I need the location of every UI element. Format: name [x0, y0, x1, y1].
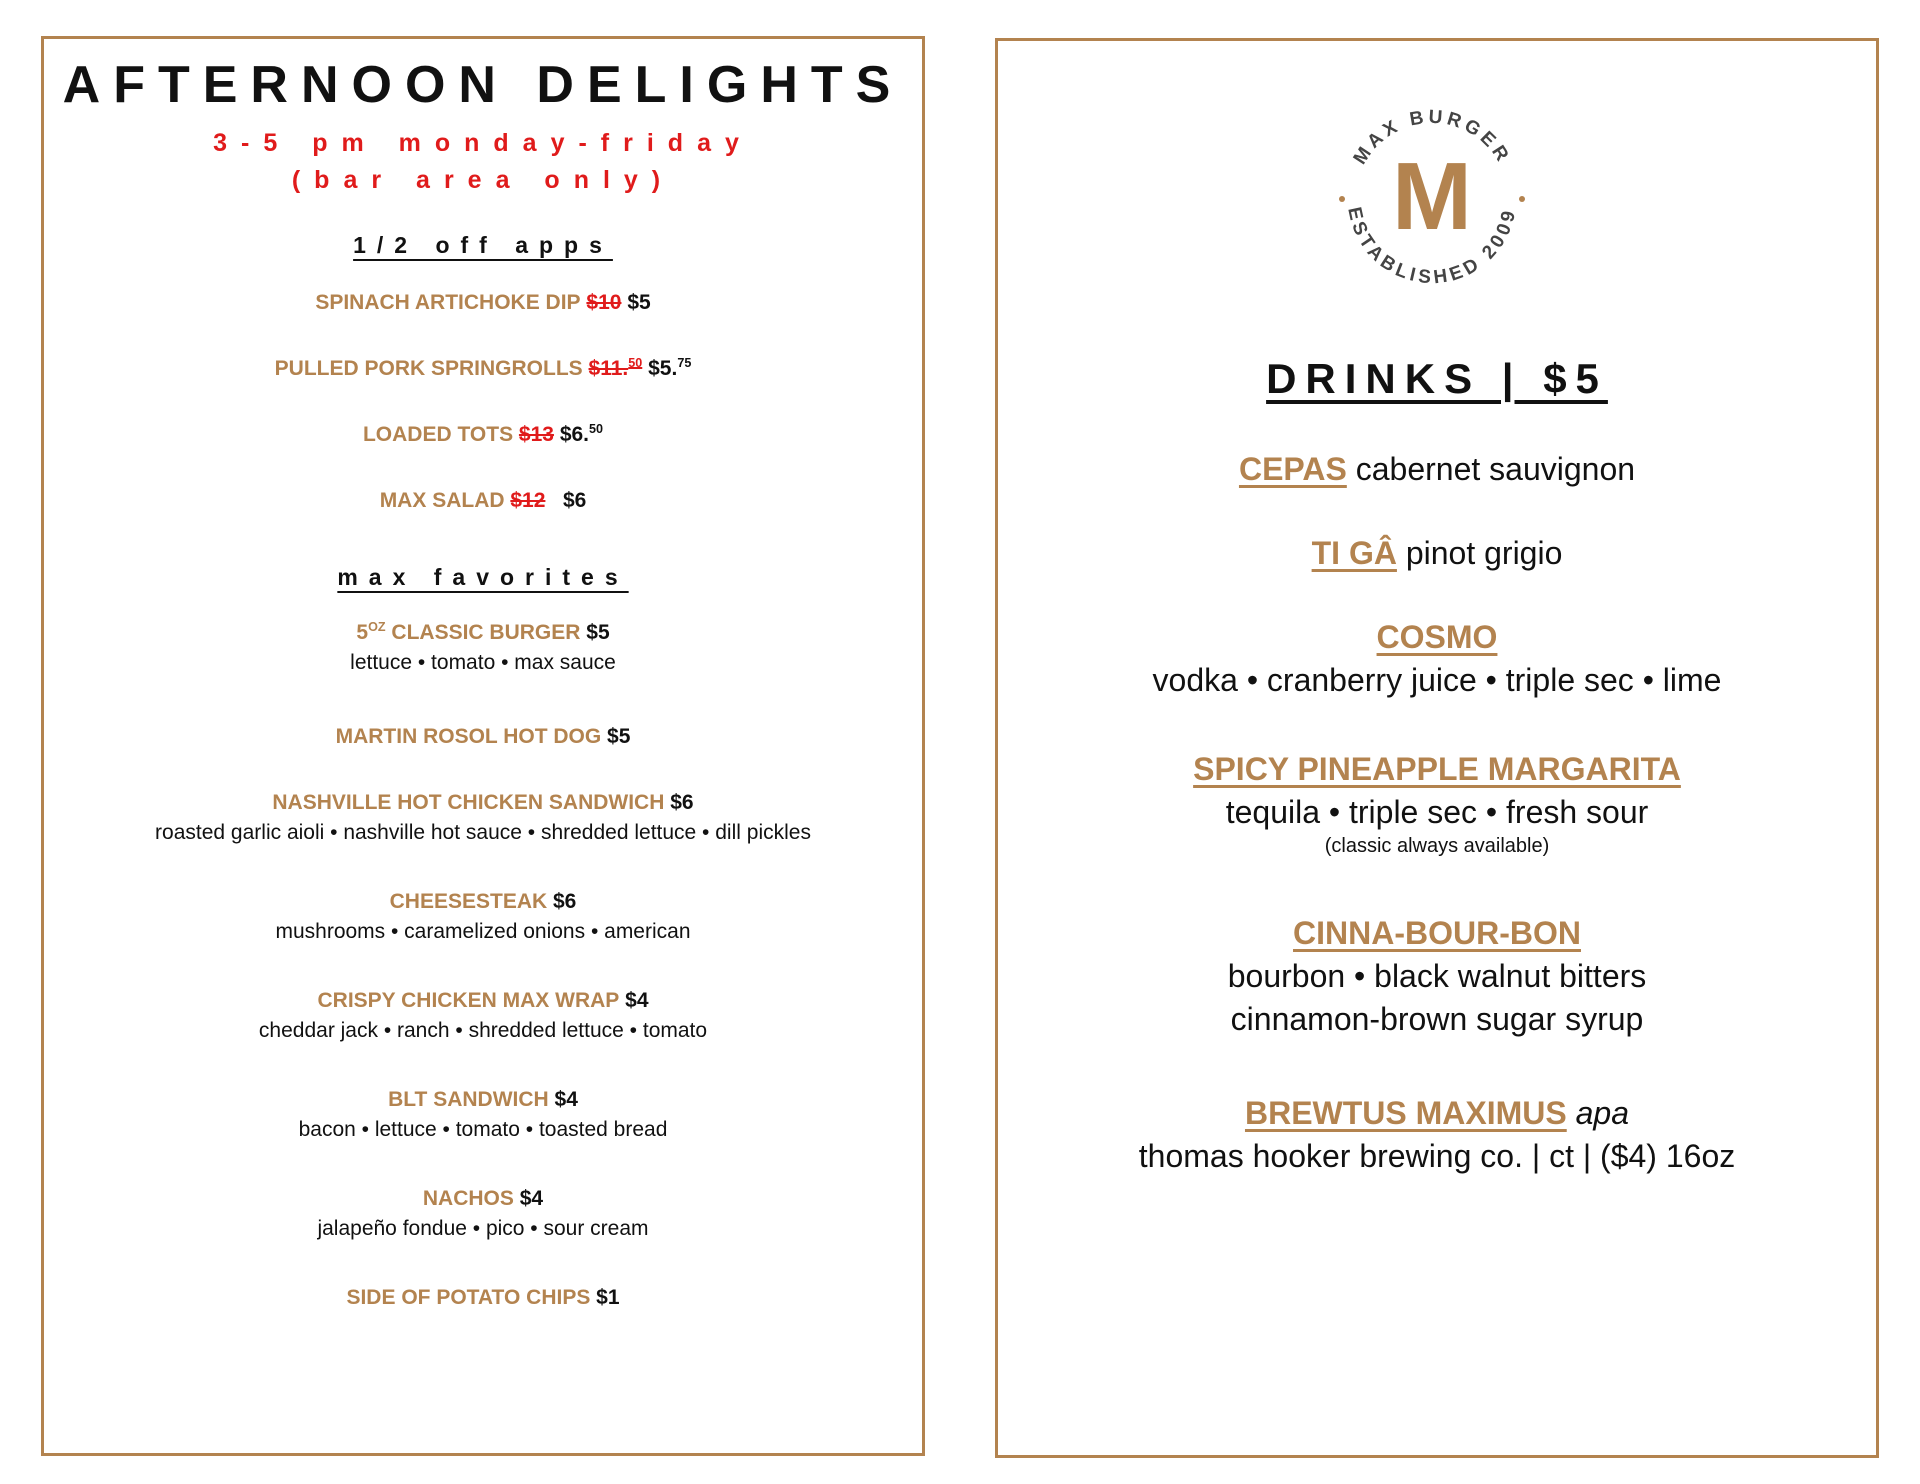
favorite-item: BLT SANDWICH $4 bacon • lettuce • tomato • toasted bread — [298, 1088, 668, 1141]
food-menu-panel — [41, 36, 925, 1456]
app-item: LOADED TOTS $13 $6.50 — [362, 422, 604, 446]
drinks-heading: DRINKS | $5 — [1266, 355, 1608, 402]
app-item: MAX SALAD $12 $6 — [379, 489, 587, 512]
logo-letter: M — [1392, 143, 1472, 250]
area-subtitle: (bar area only) — [291, 166, 675, 194]
logo-top-text: MAX BURGER — [1349, 106, 1515, 169]
drink-item: TI GÂ pinot grigio — [1311, 535, 1563, 571]
hours-subtitle: 3-5 pm monday-friday — [213, 129, 753, 157]
favorite-item: CHEESESTEAK $6 mushrooms • caramelized onions • american — [275, 890, 691, 943]
logo-bottom-text: ESTABLISHED 2009 — [1343, 205, 1521, 289]
favorite-item: NACHOS $4 jalapeño fondue • pico • sour cream — [317, 1187, 649, 1240]
app-item: SPINACH ARTICHOKE DIP $10 $5 — [315, 291, 651, 314]
drink-item: SPICY PINEAPPLE MARGARITA tequila • triple sec • fresh sour (classic always available) — [1193, 751, 1681, 857]
favorite-item: MARTIN ROSOL HOT DOG $5 — [335, 725, 631, 748]
menu-title: AFTERNOON DELIGHTS — [62, 56, 904, 114]
max-burger-logo — [1326, 93, 1538, 305]
favorite-item: CRISPY CHICKEN MAX WRAP $4 cheddar jack • ranch • shredded lettuce • tomato — [258, 989, 708, 1042]
favorite-item: SIDE OF POTATO CHIPS $1 — [346, 1286, 620, 1309]
app-item: PULLED PORK SPRINGROLLS $11.50 $5.75 — [274, 356, 692, 380]
favorite-item: NASHVILLE HOT CHICKEN SANDWICH $6 roasted garlic aioli • nashville hot sauce • shredded lettuce • dill pickles — [155, 791, 811, 844]
drink-item: COSMO vodka • cranberry juice • triple sec • lime — [1152, 619, 1722, 698]
drink-item: CINNA-BOUR-BON bourbon • black walnut bitters cinnamon-brown sugar syrup — [1227, 915, 1647, 1037]
favorite-item: $5^{OZ}$ CLASSIC BURGER $5 lettuce • tomato • max sauce — [350, 620, 616, 674]
apps-heading: 1/2 off apps — [353, 232, 613, 258]
drink-item: CEPAS cabernet sauvignon — [1238, 451, 1636, 487]
favorites-heading: max favorites — [337, 564, 629, 590]
drink-item: BREWTUS MAXIMUS apa thomas hooker brewing co. | ct | ($4) 16oz — [1138, 1095, 1736, 1174]
drinks-menu-panel — [995, 38, 1879, 1458]
